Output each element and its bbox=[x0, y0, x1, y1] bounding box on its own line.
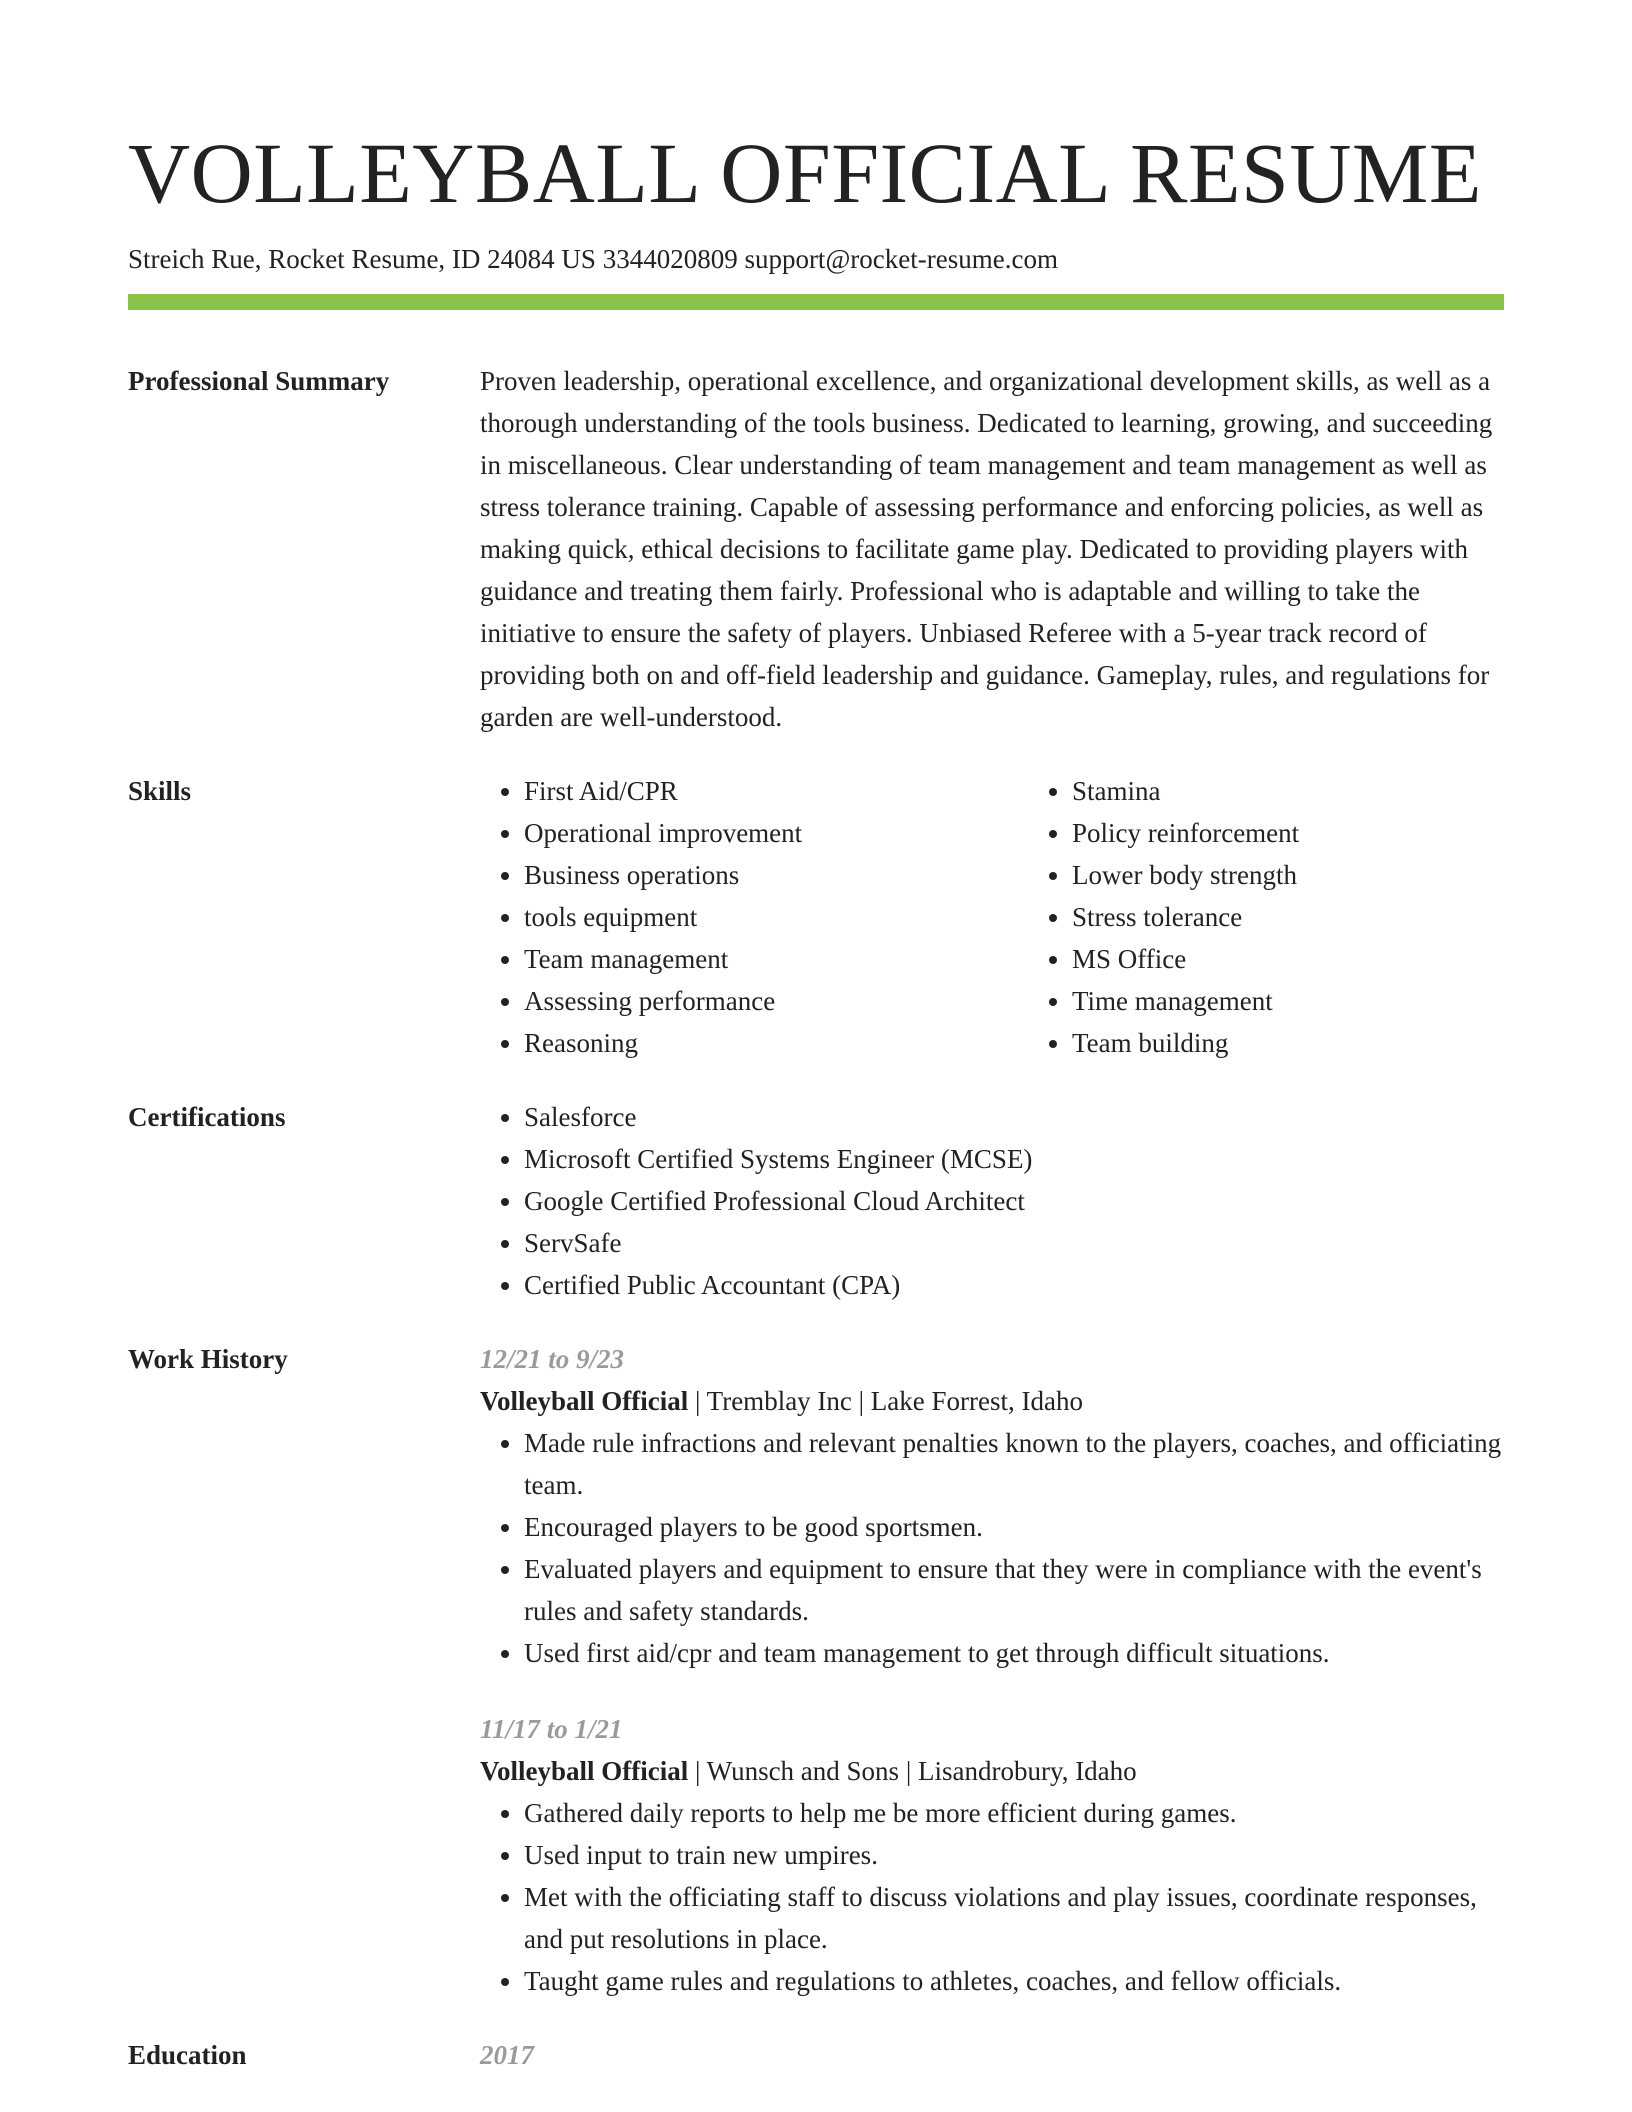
job-entry bbox=[480, 1708, 1504, 2002]
job-title-line bbox=[480, 1750, 1504, 1792]
skill-item: • Business operations bbox=[524, 854, 1028, 896]
certification-item: • Certified Public Accountant (CPA) bbox=[524, 1264, 1504, 1306]
job-dates: 11/17 to 1/21 bbox=[480, 1714, 623, 1744]
skill-item: • Operational improvement bbox=[524, 812, 1028, 854]
job-role: Volleyball Official bbox=[480, 1386, 689, 1416]
job-duties bbox=[480, 1422, 1504, 1674]
work-history-section bbox=[128, 1338, 1504, 2002]
certification-item: • Salesforce bbox=[524, 1096, 1504, 1138]
certifications-list bbox=[480, 1096, 1504, 1306]
job-entry bbox=[480, 1338, 1504, 1674]
skill-item: • Time management bbox=[1072, 980, 1504, 1022]
skill-item: • Stress tolerance bbox=[1072, 896, 1504, 938]
duty-item: • Encouraged players to be good sportsmen. bbox=[524, 1506, 1504, 1548]
skill-item: • First Aid/CPR bbox=[524, 770, 1028, 812]
certification-item: • ServSafe bbox=[524, 1222, 1504, 1264]
job-duties bbox=[480, 1792, 1504, 2002]
skills-heading: Skills bbox=[128, 776, 192, 806]
job-employer-location: | Wunsch and Sons | Lisandrobury, Idaho bbox=[688, 1756, 1137, 1786]
skill-item: • Lower body strength bbox=[1072, 854, 1504, 896]
accent-divider bbox=[128, 294, 1504, 310]
resume-page bbox=[128, 0, 1504, 2076]
certifications-section bbox=[128, 1096, 1504, 1306]
skills-list-left bbox=[480, 770, 1028, 1064]
skill-item: • Team management bbox=[524, 938, 1028, 980]
skill-item: • Policy reinforcement bbox=[1072, 812, 1504, 854]
contact-line: Streich Rue, Rocket Resume, ID 24084 US 3344020809 support@rocket-resume.com bbox=[128, 244, 1058, 274]
summary-heading: Professional Summary bbox=[128, 366, 390, 396]
summary-text: Proven leadership, operational excellence, and organizational development skills, as well as a thorough understanding of the tools business. Dedicated to learning, growing, and succeeding in miscellaneous. Clear understanding of team management and team management as well as stress tolerance training. Capable of assessing performance and enforcing policies, as well as making quick, ethical decisions to facilitate game play. Dedicated to providing players with guidance and treating them fairly. Professional who is adaptable and willing to take the initiative to ensure the safety of players. Unbiased Referee with a 5-year track record of providing both on and off-field leadership and guidance. Gameplay, rules, and regulations for garden are well-understood. bbox=[480, 366, 1493, 732]
duty-item: • Used input to train new umpires. bbox=[524, 1834, 1504, 1876]
education-dates: 2017 bbox=[480, 2040, 534, 2070]
skills-list-right bbox=[1028, 770, 1504, 1064]
education-heading: Education bbox=[128, 2040, 247, 2070]
duty-item: • Evaluated players and equipment to ensure that they were in compliance with the event's rules and safety standards. bbox=[524, 1548, 1504, 1632]
education-section bbox=[128, 2034, 1504, 2076]
skills-section bbox=[128, 770, 1504, 1064]
certifications-heading: Certifications bbox=[128, 1102, 286, 1132]
skill-item: • Stamina bbox=[1072, 770, 1504, 812]
duty-item: • Met with the officiating staff to discuss violations and play issues, coordinate responses, and put resolutions in place. bbox=[524, 1876, 1504, 1960]
job-dates: 12/21 to 9/23 bbox=[480, 1344, 625, 1374]
summary-section bbox=[128, 360, 1504, 738]
work-history-heading: Work History bbox=[128, 1344, 288, 1374]
duty-item: • Made rule infractions and relevant penalties known to the players, coaches, and officiating team. bbox=[524, 1422, 1504, 1506]
duty-item: • Gathered daily reports to help me be more efficient during games. bbox=[524, 1792, 1504, 1834]
skill-item: • Assessing performance bbox=[524, 980, 1028, 1022]
job-role: Volleyball Official bbox=[480, 1756, 689, 1786]
skill-item: • MS Office bbox=[1072, 938, 1504, 980]
job-employer-location: | Tremblay Inc | Lake Forrest, Idaho bbox=[688, 1386, 1083, 1416]
resume-title: VOLLEYBALL OFFICIAL RESUME bbox=[128, 125, 1482, 221]
duty-item: • Taught game rules and regulations to athletes, coaches, and fellow officials. bbox=[524, 1960, 1504, 2002]
certification-item: • Microsoft Certified Systems Engineer (MCSE) bbox=[524, 1138, 1504, 1180]
skill-item: • Reasoning bbox=[524, 1022, 1028, 1064]
skill-item: • tools equipment bbox=[524, 896, 1028, 938]
job-title-line bbox=[480, 1380, 1504, 1422]
skill-item: • Team building bbox=[1072, 1022, 1504, 1064]
certification-item: • Google Certified Professional Cloud Architect bbox=[524, 1180, 1504, 1222]
duty-item: • Used first aid/cpr and team management to get through difficult situations. bbox=[524, 1632, 1504, 1674]
